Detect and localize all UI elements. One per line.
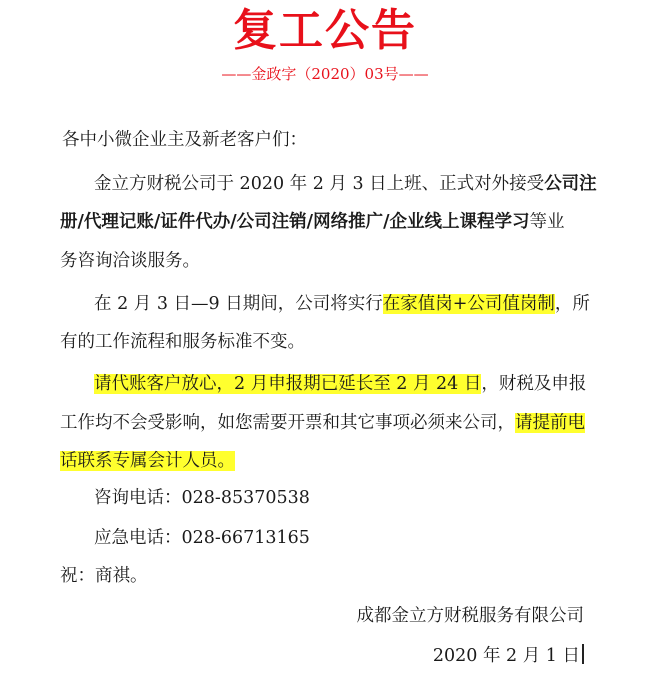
paragraph-1-line-2	[0, 210, 650, 234]
salutation: 各中小微企业主及新老客户们：	[62, 130, 307, 150]
p2-text: ，所	[554, 294, 590, 314]
paragraph-3-line-3	[0, 449, 650, 473]
company-signature: 成都金立方财税服务有限公司	[356, 606, 584, 626]
notice-title: 复工公告	[233, 5, 417, 56]
text-cursor	[582, 644, 584, 664]
paragraph-2-line-1	[0, 292, 650, 316]
p1-text: 等业	[529, 212, 565, 232]
p1-text: 金立方财税公司于 2020 年 2 月 3 日上班、正式对外接受	[94, 174, 545, 194]
paragraph-2-line-2: 有的工作流程和服务标准不变。	[60, 332, 305, 352]
p3-text: ，财税及申报	[481, 374, 587, 394]
p3-highlight: 请提前电	[515, 413, 585, 433]
notice-date: 2020 年 2 月 1 日	[432, 646, 580, 666]
paragraph-3-line-1	[0, 372, 650, 396]
p1-services-bold: 册/代理记账/证件代办/公司注销/网络推广/企业线上课程学习	[60, 212, 530, 232]
p3-highlight: 话联系专属会计人员。	[60, 451, 235, 471]
closing-greeting: 祝：商祺。	[60, 566, 148, 586]
p2-text: 在 2 月 3 日—9 日期间，公司将实行	[94, 294, 383, 314]
p3-text: 工作均不会受影响，如您需要开票和其它事项必须来公司，	[60, 413, 515, 433]
p1-bold: 公司注	[544, 174, 597, 194]
paragraph-1-line-3: 务咨询洽谈服务。	[60, 251, 200, 271]
document-number: ——金政字（2020）03号——	[221, 65, 429, 83]
p2-highlight: 在家值岗+公司值岗制	[382, 294, 555, 314]
emergency-phone: 应急电话：028-66713165	[94, 528, 310, 548]
notice-date-row	[0, 644, 584, 668]
p3-highlight: 请代账客户放心，2 月申报期已延长至 2 月 24 日	[94, 374, 482, 394]
paragraph-1-line-1	[0, 172, 650, 196]
consult-phone: 咨询电话：028-85370538	[94, 488, 310, 508]
paragraph-3-line-2	[0, 411, 650, 435]
